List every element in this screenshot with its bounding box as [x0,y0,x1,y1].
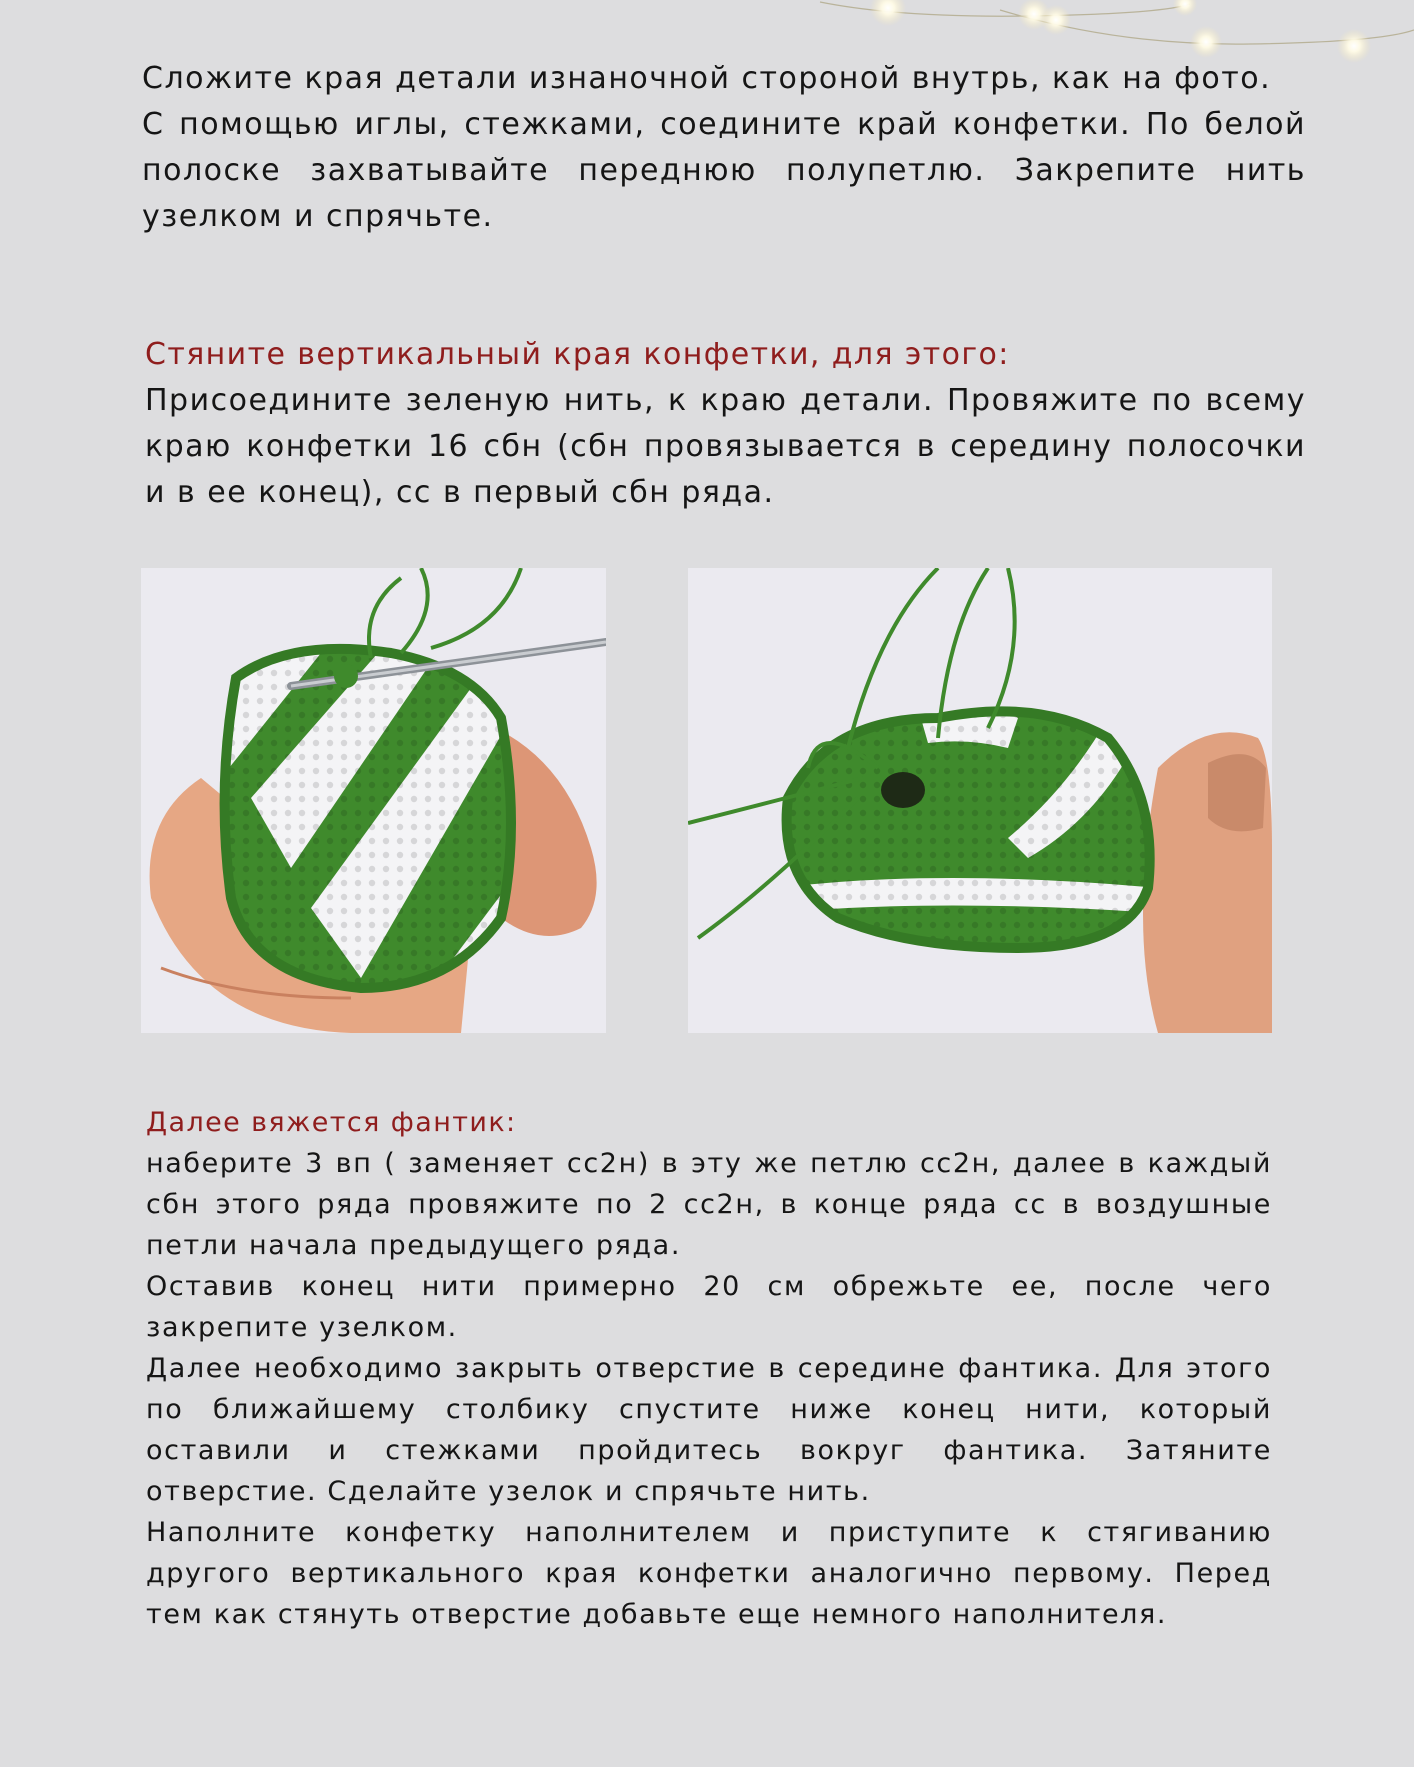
instruction-paragraph: Оставив конец нити примерно 20 см обрежьте ее, после чего закрепите узелком. [146,1271,1272,1343]
light-bulb [1173,0,1197,16]
instruction-paragraph: Присоедините зеленую нить, к краю детали. Провяжите по всему краю конфетки 16 сбн (сбн провязывается в середину полосочки и в ее конец), сс в первый сбн ряда. [145,383,1306,510]
light-bulb [1337,29,1371,63]
tighten-edge-section [145,332,1306,516]
light-bulb [870,0,906,26]
crochet-candy-illustration [688,568,1272,1033]
crochet-candy-illustration [141,568,606,1033]
instruction-paragraph: наберите 3 вп ( заменяет сс2н) в эту же петлю сс2н, далее в каждый сбн этого ряда провяжите по 2 сс2н, в конце ряда сс в воздушные петли начала предыдущего ряда. [146,1148,1272,1261]
instruction-paragraph: Далее необходимо закрыть отверстие в середине фантика. Для этого по ближайшему столбику спустите ниже конец нити, который оставили и стежками пройдитесь вокруг фантика. Затяните отверстие. Сделайте узелок и спрячьте нить. [146,1353,1272,1507]
light-bulb [1041,5,1071,35]
intro-instructions [142,56,1306,240]
crochet-photo-hook [141,568,606,1033]
instruction-paragraph: Сложите края детали изнаночной стороной внутрь, как на фото. [142,61,1272,96]
wrapper-section [146,1102,1272,1635]
section-heading: Далее вяжется фантик: [146,1107,517,1138]
instruction-paragraph: Наполните конфетку наполнителем и приступите к стягиванию другого вертикального края конфетки аналогично первому. Перед тем как стянуть отверстие добавьте еще немного наполнителя. [146,1517,1272,1630]
light-bulb [1190,26,1222,58]
section-heading: Стяните вертикальный края конфетки, для этого: [145,337,1010,372]
instruction-paragraph: С помощью иглы, стежками, соедините край конфетки. По белой полоске захватывайте переднюю полупетлю. Закрепите нить узелком и спрячьте. [142,107,1306,234]
crochet-photo-gathered [688,568,1272,1033]
